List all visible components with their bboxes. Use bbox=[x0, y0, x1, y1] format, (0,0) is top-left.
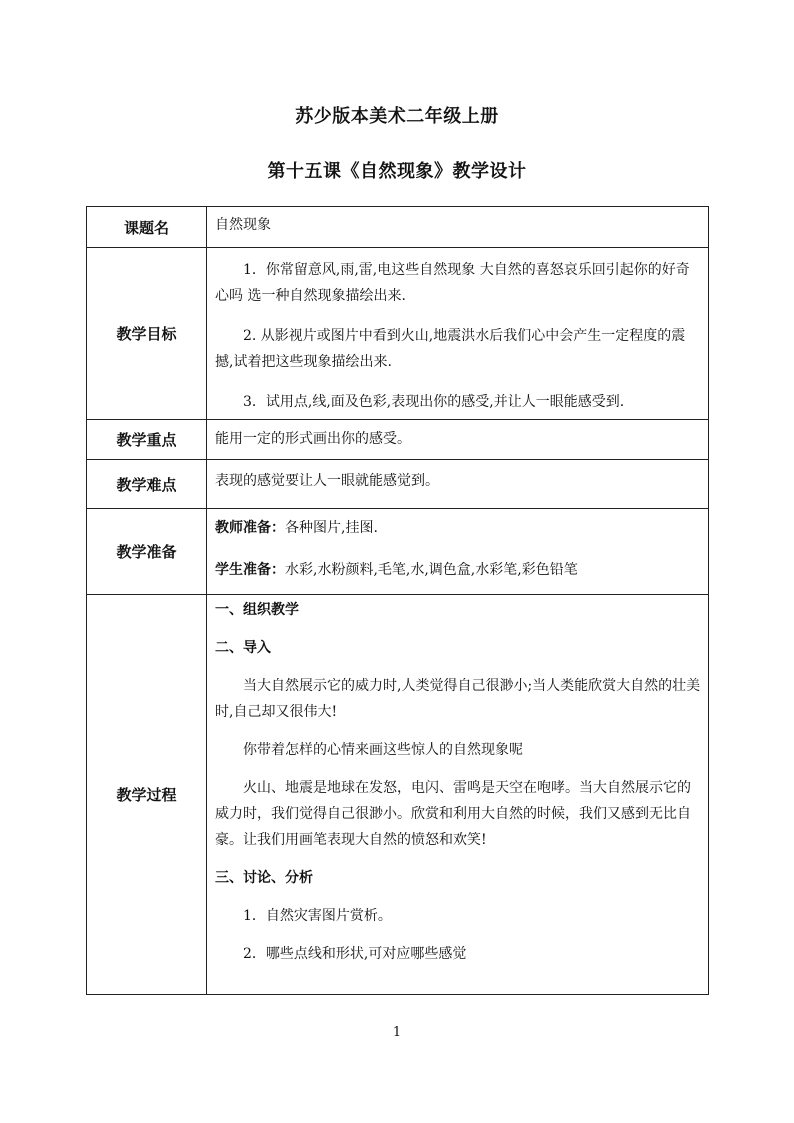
difficulty-value bbox=[207, 460, 709, 509]
process-content bbox=[207, 595, 709, 995]
process-section-3: 三、讨论、分析 bbox=[215, 870, 313, 886]
goal-item-2: 2. 从影视片或图片中看到火山,地震洪水后我们心中会产生一定程度的震撼,试着把这些现象描绘出来. bbox=[215, 328, 686, 370]
process-section-1: 一、组织教学 bbox=[215, 602, 299, 618]
process-section-2: 二、导入 bbox=[215, 640, 271, 656]
goal-item-3: 3．试用点,线,面及色彩,表现出你的感受,并让人一眼能感受到. bbox=[243, 394, 625, 410]
student-prep-label: 学生准备： bbox=[215, 562, 285, 578]
topic-label: 课题名 bbox=[87, 207, 207, 248]
row-key-point bbox=[87, 420, 709, 460]
row-preparation bbox=[87, 509, 709, 595]
goals-label: 教学目标 bbox=[87, 248, 207, 420]
row-topic bbox=[87, 207, 709, 248]
teacher-prep-label: 教师准备： bbox=[215, 520, 285, 536]
preparation-label: 教学准备 bbox=[87, 509, 207, 595]
document-title: 苏少版本美术二年级上册 bbox=[295, 106, 499, 127]
row-process bbox=[87, 595, 709, 995]
row-goals bbox=[87, 248, 709, 420]
process-para-3: 火山、地震是地球在发怒，电闪、雷鸣是天空在咆哮。当大自然展示它的威力时，我们觉得自己很渺小。欣赏和利用大自然的时候，我们又感到无比自豪。让我们用画笔表现大自然的愤怒和欢笑! bbox=[215, 780, 691, 848]
lesson-title: 第十五课《自然现象》教学设计 bbox=[267, 161, 527, 182]
key-point-text: 能用一定的形式画出你的感受。 bbox=[215, 431, 411, 447]
topic-value bbox=[207, 207, 709, 248]
teacher-prep-value: 各种图片,挂图. bbox=[285, 520, 378, 536]
goals-content bbox=[207, 248, 709, 420]
topic-text: 自然现象 bbox=[215, 217, 271, 233]
difficulty-text: 表现的感觉要让人一眼就能感觉到。 bbox=[215, 473, 439, 489]
difficulty-label: 教学难点 bbox=[87, 460, 207, 509]
teacher-preparation bbox=[215, 515, 702, 541]
process-para-2: 你带着怎样的心情来画这些惊人的自然现象呢 bbox=[243, 742, 523, 758]
key-point-value bbox=[207, 420, 709, 460]
goal-item-1: 1．你常留意风,雨,雷,电这些自然现象 大自然的喜怒哀乐回引起你的好奇心吗 选一种自然现象描绘出来. bbox=[215, 262, 690, 304]
student-prep-value: 水彩,水粉颜料,毛笔,水,调色盒,水彩笔,彩色铅笔 bbox=[285, 562, 578, 578]
process-label: 教学过程 bbox=[87, 595, 207, 995]
process-para-1: 当大自然展示它的威力时,人类觉得自己很渺小;当人类能欣赏大自然的壮美时,自己却又很伟大! bbox=[215, 678, 701, 720]
process-item-1: 1．自然灾害图片赏析。 bbox=[243, 908, 392, 924]
preparation-content bbox=[207, 509, 709, 595]
row-difficulty bbox=[87, 460, 709, 509]
key-point-label: 教学重点 bbox=[87, 420, 207, 460]
lesson-plan-table bbox=[86, 206, 709, 995]
page-number: 1 bbox=[392, 1025, 402, 1040]
student-preparation bbox=[215, 557, 702, 583]
process-item-2: 2．哪些点线和形状,可对应哪些感觉 bbox=[243, 946, 467, 962]
